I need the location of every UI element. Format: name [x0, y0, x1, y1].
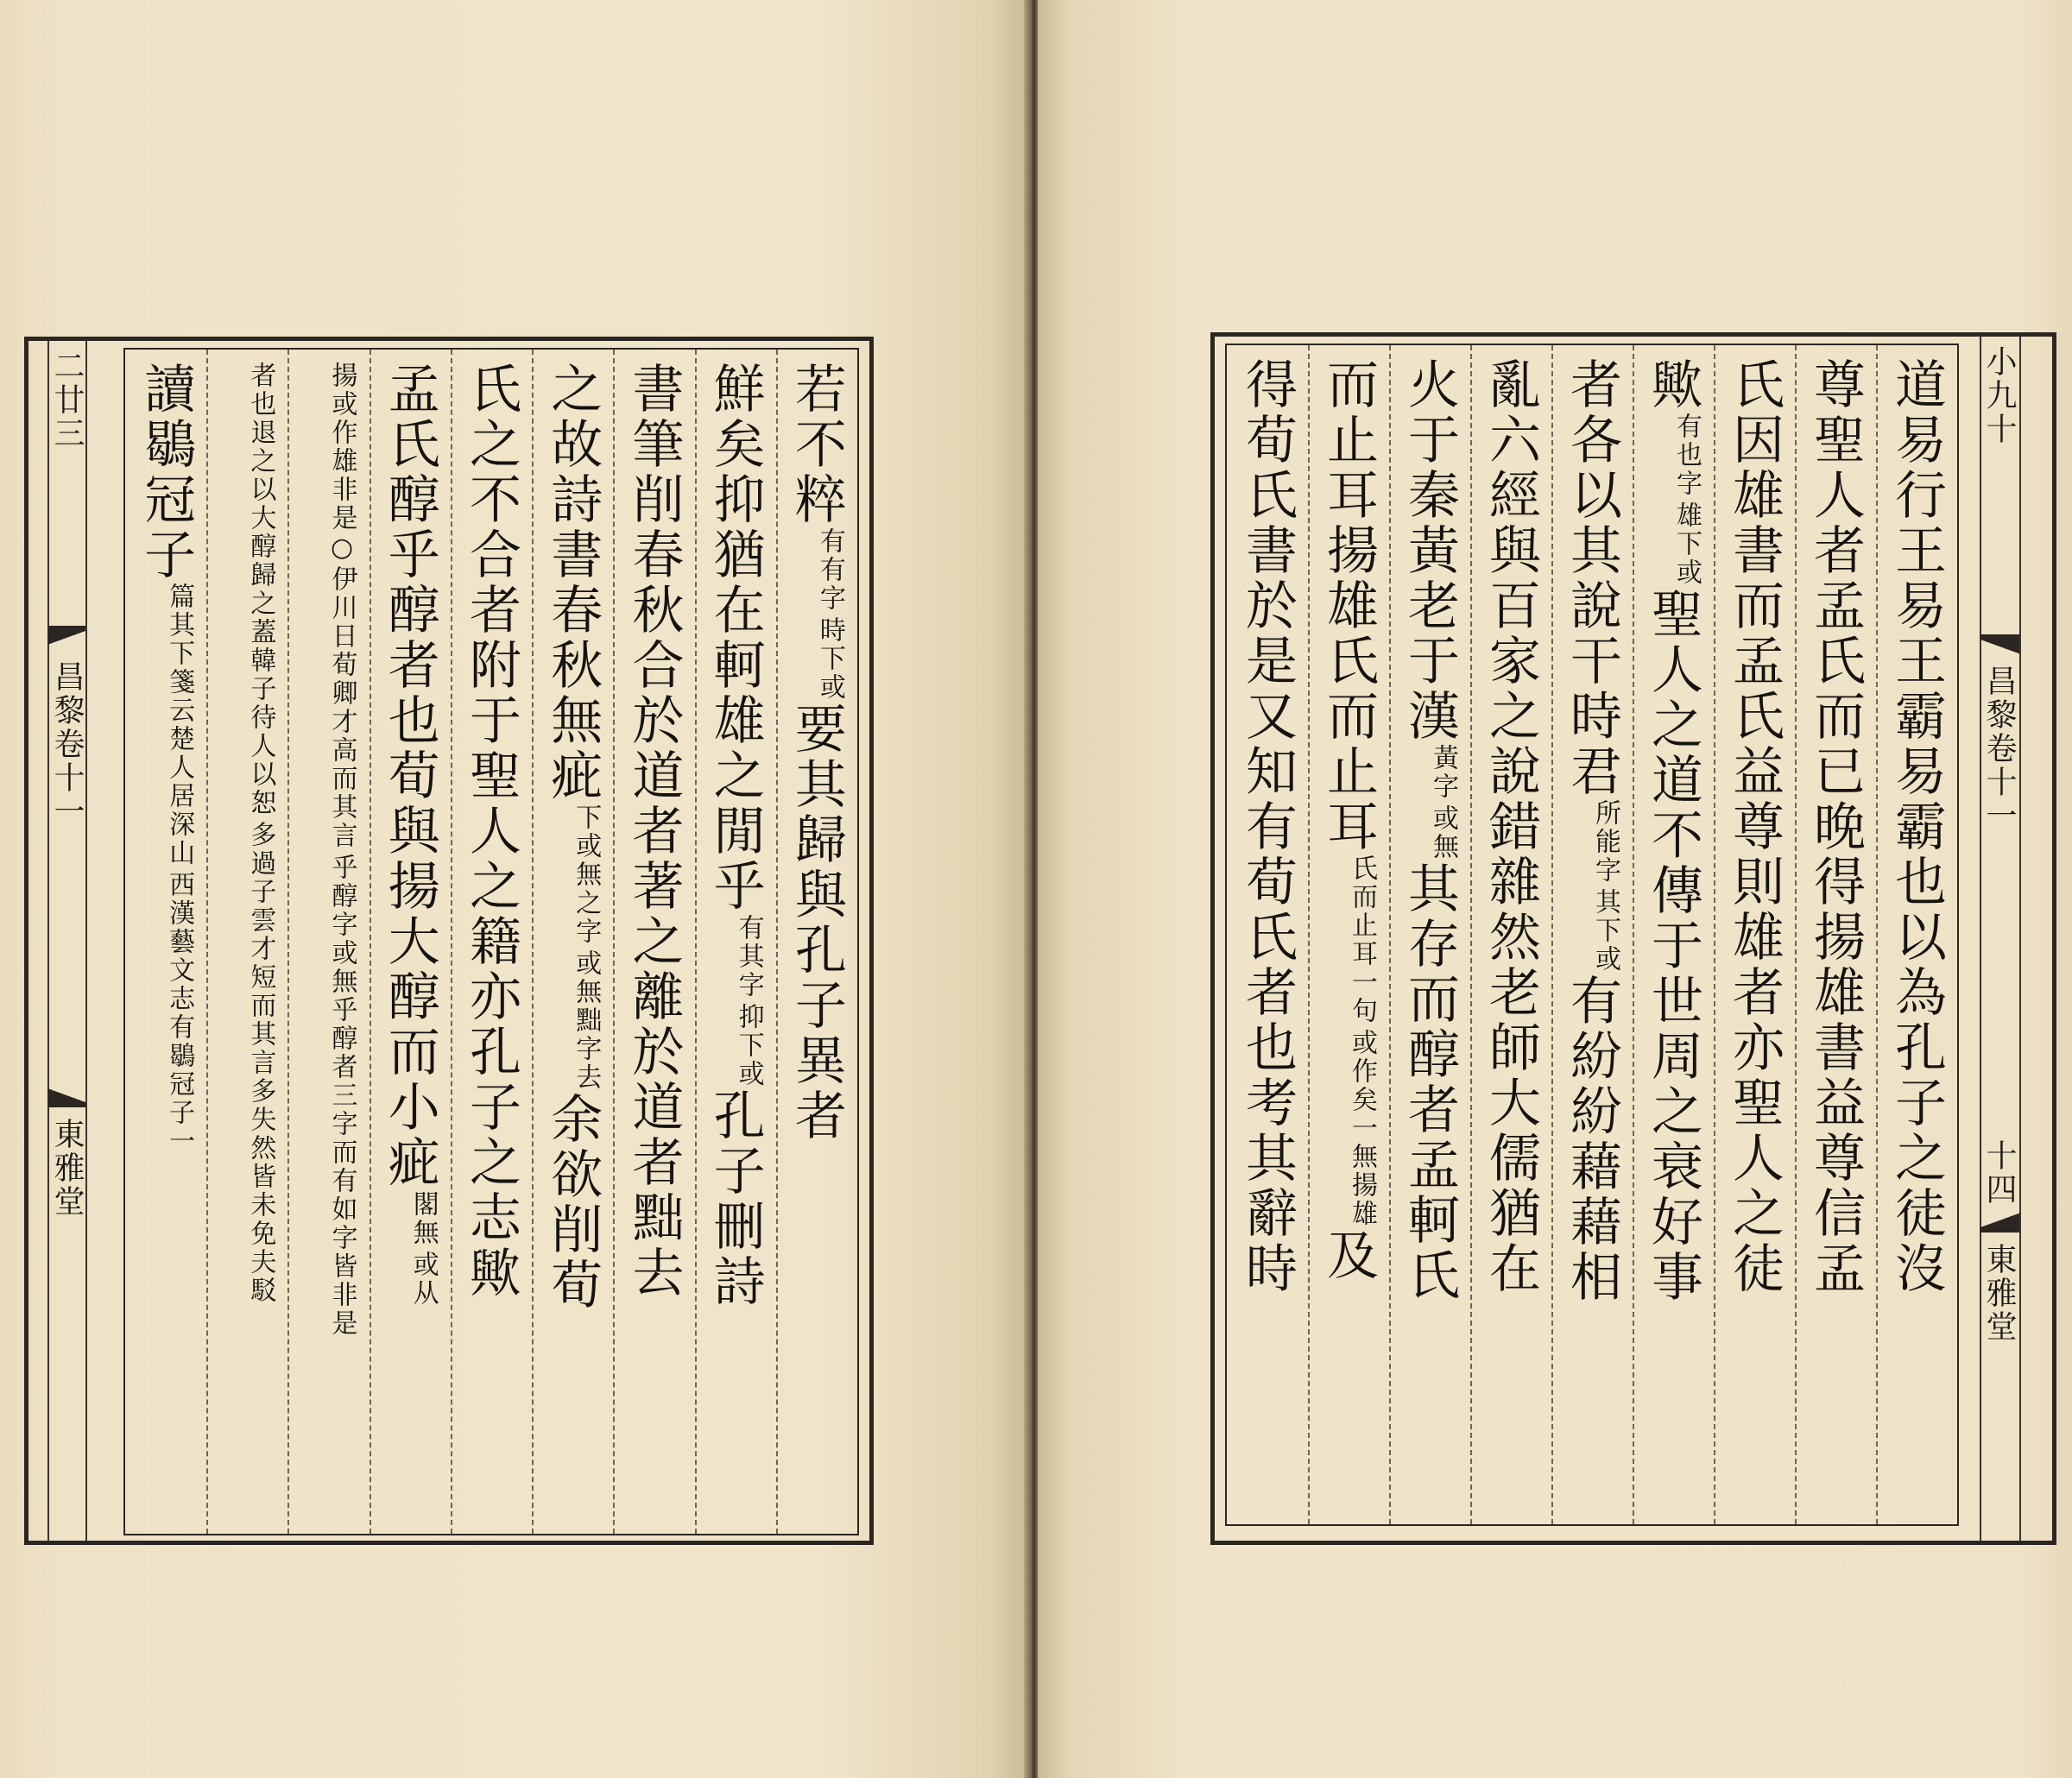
right-fishtail-upper — [1980, 634, 2019, 659]
column-text — [1805, 357, 1866, 1296]
commentary-line: 其下或 — [1590, 888, 1620, 974]
commentary-note — [407, 1190, 439, 1308]
commentary-line: 有其字 — [733, 914, 764, 999]
commentary-note — [245, 362, 276, 1305]
main-text: 亂六經與百家之說錯雜然老師大儒猶在 — [1481, 357, 1541, 1296]
main-text: 歟 — [1643, 357, 1703, 413]
main-text: 若不粹 — [786, 362, 847, 527]
commentary-line: 西漢藝文志有鶡冠子一 — [164, 871, 195, 1156]
main-text: 有紛紛藉藉相 — [1562, 974, 1622, 1305]
column-text — [1237, 357, 1298, 1296]
right-page — [1038, 0, 2072, 1778]
commentary-line: 所能字 — [1590, 799, 1620, 885]
column-text — [786, 362, 847, 1144]
commentary-line: 揚或作雄非是○伊川日荀卿才高而其言 — [326, 362, 357, 850]
commentary-line: 或無 — [1428, 804, 1458, 861]
column-text — [379, 362, 440, 1308]
commentary-note — [1671, 413, 1702, 587]
column-text — [1399, 357, 1460, 1303]
right-page-text-column — [1389, 345, 1470, 1524]
commentary-line: 閣無 — [407, 1190, 439, 1247]
left-text-frame — [24, 337, 874, 1545]
commentary-note — [814, 527, 845, 702]
left-margin-publisher: 東雅堂 — [49, 1118, 85, 1219]
commentary-note — [164, 583, 195, 1156]
right-margin-title: 昌黎卷十一 — [1981, 665, 2017, 833]
commentary-line: 多過子雲才短而其言多失然皆未免夫駁 — [245, 821, 276, 1305]
column-text — [542, 362, 603, 1313]
left-margin-strip — [28, 341, 123, 1541]
right-text-frame — [1210, 332, 2056, 1545]
commentary-line: 有有字 — [814, 527, 845, 613]
left-page-text-column — [370, 350, 451, 1534]
left-page-text-column — [776, 350, 857, 1534]
commentary-line: 乎醇字或無乎醇者三字而有如字皆非是 — [326, 854, 357, 1338]
left-page-text-column — [613, 350, 694, 1534]
commentary-line: 黃字 — [1428, 744, 1458, 801]
right-margin-folio: 小九十 — [1981, 345, 2017, 446]
left-margin-title: 昌黎卷十一 — [49, 660, 85, 829]
main-text: 之故詩書春秋無疵 — [542, 362, 603, 804]
left-page — [0, 0, 1029, 1778]
commentary-note — [733, 914, 764, 1088]
column-text — [136, 362, 197, 1156]
main-text: 火于秦黃老于漢 — [1399, 357, 1460, 744]
main-text: 其存而醇者孟軻氏 — [1399, 861, 1460, 1303]
column-text — [1886, 357, 1947, 1296]
right-fishtail-lower — [1980, 1208, 2019, 1233]
main-text: 鮮矣抑猶在軻雄之閒乎 — [704, 362, 766, 914]
left-page-text-column — [451, 350, 532, 1534]
main-text: 而止耳揚雄氏而止耳 — [1318, 357, 1379, 854]
main-text: 道易行王易王霸易霸也以為孔子之徒沒 — [1886, 357, 1947, 1296]
commentary-line: 者也退之以大醇歸之蓋韓子待人以恕 — [245, 362, 276, 817]
right-columns-box — [1225, 344, 1959, 1526]
column-text — [1318, 357, 1379, 1283]
main-text: 尊聖人者孟氏而已晚得揚雄書益尊信孟 — [1805, 357, 1866, 1296]
commentary-line: 或从 — [407, 1251, 439, 1308]
right-page-text-column — [1308, 345, 1389, 1524]
main-text: 及 — [1318, 1228, 1379, 1283]
main-text: 者各以其說干時君 — [1562, 357, 1622, 799]
right-page-text-column — [1470, 345, 1551, 1524]
main-text: 氏因雄書而孟氏益尊則雄者亦聖人之徒 — [1724, 357, 1785, 1296]
right-page-text-column — [1876, 345, 1957, 1524]
commentary-line: 時下或 — [814, 616, 845, 702]
left-page-text-column — [532, 350, 613, 1534]
left-fishtail-lower — [47, 1083, 85, 1107]
right-margin-page-number: 十四 — [1981, 1139, 2017, 1207]
commentary-note — [1430, 744, 1456, 861]
left-page-text-column — [125, 350, 206, 1534]
main-text: 孟氏醇乎醇者也荀與揚大醇而小疵 — [379, 362, 440, 1190]
right-margin-strip — [1959, 337, 2061, 1541]
main-text: 聖人之道不傳于世周之衰好事 — [1643, 587, 1703, 1305]
main-text: 讀鶡冠子 — [136, 362, 197, 583]
commentary-note — [1592, 799, 1618, 974]
commentary-line: 有也字 — [1671, 413, 1702, 498]
commentary-line: 篇其下箋云楚人居深山 — [164, 583, 195, 867]
column-text — [623, 362, 685, 1301]
commentary-line: 下或無之字 — [571, 804, 602, 946]
main-text: 得荀氏書於是又知有荀氏者也考其辭時 — [1237, 357, 1298, 1296]
commentary-note — [326, 362, 357, 1338]
column-text — [1643, 357, 1703, 1305]
right-page-text-column — [1795, 345, 1876, 1524]
left-page-text-column — [695, 350, 776, 1534]
left-page-text-column — [206, 350, 287, 1534]
left-page-text-column — [287, 350, 369, 1534]
right-page-text-column — [1633, 345, 1714, 1524]
main-text: 余欲削荀 — [542, 1092, 603, 1313]
column-text — [1562, 357, 1622, 1305]
left-columns-box — [123, 348, 859, 1535]
right-page-text-column — [1227, 345, 1308, 1524]
commentary-line: 或作矣一無揚雄 — [1347, 1029, 1377, 1228]
commentary-line: 或無黜字去 — [571, 949, 602, 1092]
commentary-line: 雄下或 — [1671, 501, 1702, 587]
right-page-text-column — [1714, 345, 1795, 1524]
commentary-note — [571, 804, 602, 1092]
main-text: 孔子刪詩 — [704, 1088, 766, 1309]
main-text: 氏之不合者附于聖人之籍亦孔子之志歟 — [460, 362, 521, 1301]
column-text — [1481, 357, 1541, 1296]
column-text — [303, 362, 355, 1338]
column-text — [704, 362, 766, 1309]
commentary-line: 抑下或 — [733, 1003, 764, 1088]
commentary-line: 氏而止耳一句 — [1347, 854, 1377, 1025]
main-text: 要其歸與孔子異者 — [786, 702, 847, 1144]
commentary-note — [1347, 854, 1377, 1228]
left-margin-folio: 二廿三 — [49, 350, 85, 451]
column-text — [221, 362, 276, 1305]
main-text: 書筆削春秋合於道者著之離於道者黜去 — [623, 362, 685, 1301]
right-page-text-column — [1551, 345, 1633, 1524]
right-margin-publisher: 東雅堂 — [1981, 1243, 2017, 1344]
column-text — [1724, 357, 1785, 1296]
left-fishtail-upper — [47, 626, 85, 650]
column-text — [460, 362, 521, 1301]
